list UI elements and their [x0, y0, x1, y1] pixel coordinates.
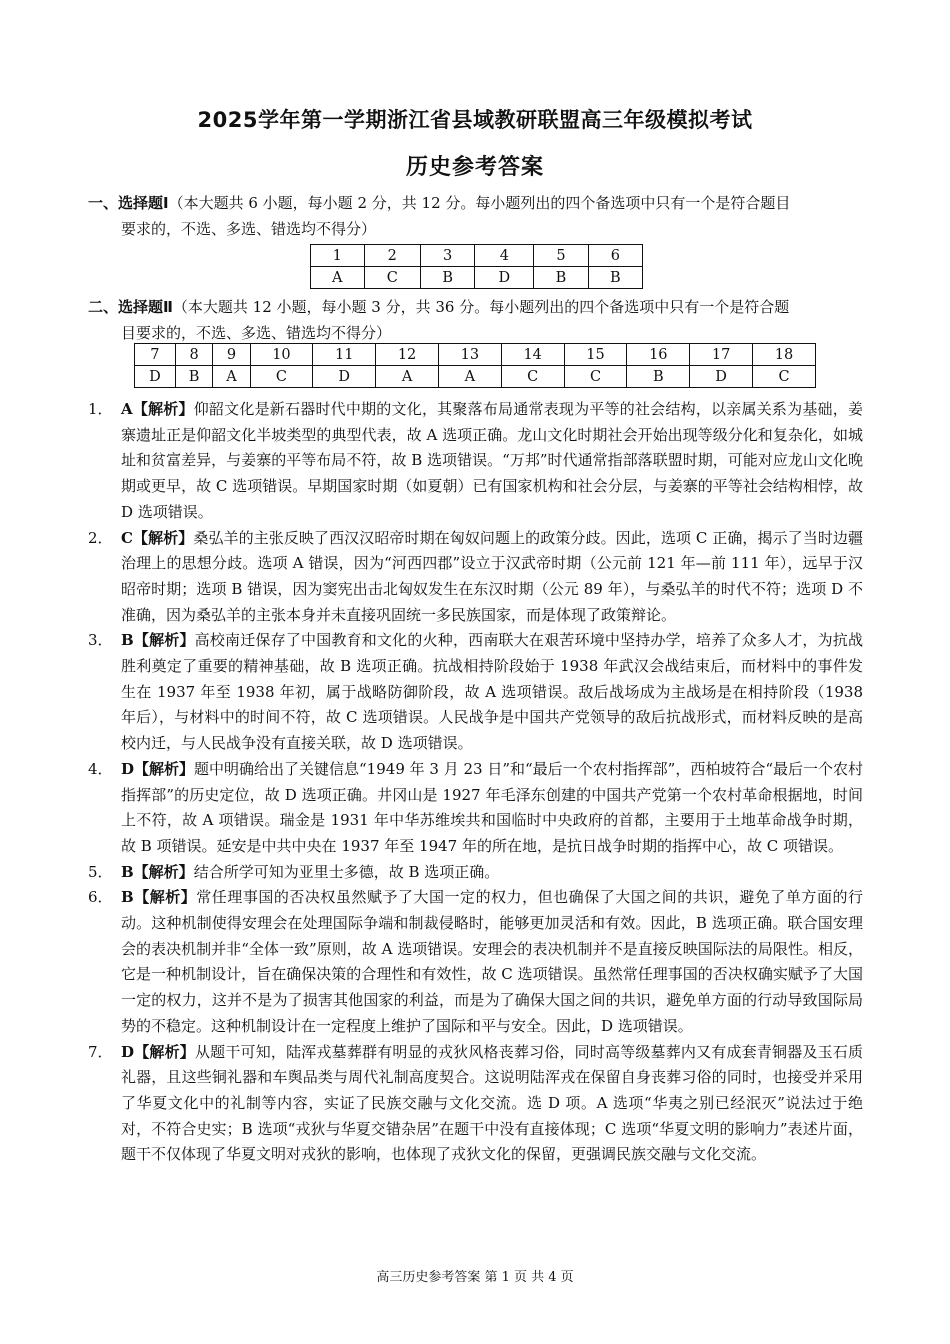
answer-cell: A: [376, 366, 439, 388]
question-number-cell: 13: [438, 344, 501, 366]
answer-cell: C: [564, 366, 627, 388]
answer-cell: C: [501, 366, 564, 388]
section-1-answer-table: [310, 244, 643, 289]
item-text: 结合所学可知为亚里士多德，故 B 选项正确。: [193, 862, 500, 881]
answer-cell: C: [364, 267, 420, 289]
answer-cell: A: [438, 366, 501, 388]
explanation-item: [88, 526, 863, 629]
explanation-item: [88, 757, 863, 860]
question-number-cell: 16: [627, 344, 690, 366]
item-number: 1．: [88, 400, 113, 418]
item-number: 4．: [88, 759, 113, 778]
question-number-cell: 2: [364, 245, 420, 267]
question-number-cell: 9: [213, 344, 250, 366]
answer-cell: B: [588, 267, 642, 289]
answer-cell: B: [627, 366, 690, 388]
question-number-cell: 7: [135, 344, 176, 366]
answer-table-number-row: [311, 245, 643, 267]
question-number-cell: 15: [564, 344, 627, 366]
question-number-cell: 4: [475, 245, 534, 267]
item-text: 仰韶文化是新石器时代中期的文化，其聚落布局通常表现为平等的社会结构，以亲属关系为基础，姜寨遗址正是仰韶文化半坡类型的典型代表，故 A 选项正确。龙山文化时期社会开始出现等级分化和复杂化，如城址和贫富差异，与姜寨的平等布局不符，故 B 选项错误。“万邦”时代通常指部落联盟时期，可能对应龙山文化晚期或更早，故 C 选项错误。早期国家时期（如夏朝）已有国家机构和社会分层，与姜寨的平等社会结构相悖，故 D 选项错误。: [121, 400, 863, 521]
answer-cell: A: [213, 366, 250, 388]
question-number-cell: 10: [250, 344, 313, 366]
question-number-cell: 11: [313, 344, 376, 366]
page-footer: 高三历史参考答案 第 1 页 共 4 页: [376, 1270, 574, 1285]
section-1-instructions: [88, 190, 868, 242]
section-1-desc-line1: （本大题共 6 小题，每小题 2 分，共 12 分。每小题列出的四个备选项中只有一个是符合题目: [168, 194, 791, 212]
answer-cell: B: [175, 366, 213, 388]
answer-cell: D: [313, 366, 376, 388]
answer-cell: B: [421, 267, 475, 289]
item-number: 2．: [88, 528, 113, 547]
question-number-cell: 12: [376, 344, 439, 366]
item-number: 6．: [88, 888, 113, 907]
section-1-heading: 一、选择题Ⅰ: [88, 194, 169, 212]
item-number: 7．: [88, 1042, 113, 1061]
item-number: 3．: [88, 631, 113, 650]
explanation-item: [88, 885, 863, 1039]
answer-cell: C: [753, 366, 816, 388]
item-text: 高校南迁保存了中国教育和文化的火种，西南联大在艰苦环境中坚持办学，培养了众多人才，为抗战胜利奠定了重要的精神基础，故 B 选项正确。抗战相持阶段始于 1938 年武汉会战结束后，而材料中的事件发生在 1937 年至 1938 年初，属于战略防御阶段，故 A 选项错误。敌后战场成为主战场是在相持阶段（1938 年后），与材料中的时间不符，故 C 选项错误。人民战争是中国共产党领导的敌后抗战形式，而材料反映的是高校内迁，与人民战争没有直接关联，故 D 选项错误。: [121, 631, 863, 753]
explanation-item: [88, 860, 863, 886]
section-2-desc-line2: 目要求的，不选、多选、错选均不得分）: [121, 324, 392, 342]
answer-table-number-row: [135, 344, 816, 366]
question-number-cell: 8: [175, 344, 213, 366]
section-2-heading: 二、选择题Ⅱ: [88, 298, 173, 316]
explanation-item: [88, 1040, 863, 1169]
question-number-cell: 6: [588, 245, 642, 267]
answer-cell: C: [250, 366, 313, 388]
item-answer-label: C【解析】: [121, 528, 194, 547]
item-answer-label: D【解析】: [121, 759, 195, 778]
section-1-desc-line2: 要求的，不选、多选、错选均不得分）: [121, 220, 377, 238]
section-2-desc-line1: （本大题共 12 小题，每小题 3 分，共 36 分。每小题列出的四个备选项中只有一个是符合题: [172, 298, 790, 316]
question-number-cell: 1: [311, 245, 365, 267]
question-number-cell: 18: [753, 344, 816, 366]
question-number-cell: 17: [690, 344, 753, 366]
item-text: 从题干可知，陆浑戎墓葬群有明显的戎狄风格丧葬习俗，同时高等级墓葬内又有成套青铜器及玉石质礼器，且这些铜礼器和车舆品类与周代礼制高度契合。这说明陆浑戎在保留自身丧葬习俗的同时，也接受并采用了华夏文化中的礼制等内容，实证了民族交融与文化交流。选 D 项。A 选项“华夷之别已经泯灭”说法过于绝对，不符合史实；B 选项“戎狄与华夏交错杂居”在题干中没有直接体现；C 选项“华夏文明的影响力”表述片面，题干不仅体现了华夏文明对戎狄的影响，也体现了戎狄文化的保留，更强调民族交融与文化交流。: [121, 1042, 863, 1164]
item-number: 5．: [88, 862, 113, 881]
item-text: 题中明确给出了关键信息“1949 年 3 月 23 日”和“最后一个农村指挥部”，西柏坡符合“最后一个农村指挥部”的历史定位，故 D 选项正确。井冈山是 1927 年毛泽东创建的中国共产党第一个农村革命根据地，时间上不符，故 A 项错误。瑞金是 1931 年中华苏维埃共和国临时中央政府的首都，主要用于土地革命战争时期，故 B 项错误。延安是中共中央在 1937 年至 1947 年的所在地，是抗日战争时期的指挥中心，故 C 项错误。: [121, 759, 864, 855]
item-text: 常任理事国的否决权虽然赋予了大国一定的权力，但也确保了大国之间的共识，避免了单方面的行动。这种机制使得安理会在处理国际争端和制裁侵略时，能够更加灵活和有效。因此，B 选项正确。联合国安理会的表决机制并非“全体一致”原则，故 A 选项错误。安理会的表决机制并不是直接反映国际法的局限性。相反，它是一种机制设计，旨在确保决策的合理性和有效性，故 C 选项错误。虽然常任理事国的否决权确实赋予了大国一定的权力，这并不是为了损害其他国家的利益，而是为了确保大国之间的共识，避免单方面的行动导致国际局势的不稳定。这种机制设计在一定程度上维护了国际和平与安全。因此，D 选项错误。: [121, 888, 863, 1035]
item-text: 桑弘羊的主张反映了西汉汉昭帝时期在匈奴问题上的政策分歧。因此，选项 C 正确，揭示了当时边疆治理上的思想分歧。选项 A 错误，因为“河西四郡”设立于汉武帝时期（公元前 121 年—前 111 年），远早于汉昭帝时期；选项 B 错误，因为窦宪出击北匈奴发生在东汉时期（公元 89 年），与桑弘羊的时代不符；选项 D 不准确，因为桑弘羊的主张本身并未直接巩固统一多民族国家，而是体现了政策辩论。: [121, 528, 863, 624]
item-answer-label: A【解析】: [121, 400, 194, 418]
explanation-item: [88, 397, 863, 526]
explanation-item: [88, 628, 863, 757]
item-answer-label: B【解析】: [121, 888, 197, 907]
question-number-cell: 14: [501, 344, 564, 366]
item-answer-label: B【解析】: [121, 862, 194, 881]
question-number-cell: 3: [421, 245, 475, 267]
answer-table-answer-row: [135, 366, 816, 388]
section-2-answer-table: [134, 343, 816, 388]
answer-cell: B: [534, 267, 588, 289]
answer-cell: D: [475, 267, 534, 289]
explanation-list: [88, 397, 863, 1168]
answer-cell: D: [135, 366, 176, 388]
page-title: 2025学年第一学期浙江省县域教研联盟高三年级模拟考试: [197, 108, 753, 132]
question-number-cell: 5: [534, 245, 588, 267]
section-2-instructions: [88, 294, 868, 346]
answer-cell: A: [311, 267, 365, 289]
page-subtitle: 历史参考答案: [405, 155, 544, 180]
answer-cell: D: [690, 366, 753, 388]
answer-table-answer-row: [311, 267, 643, 289]
item-answer-label: D【解析】: [121, 1042, 195, 1061]
item-answer-label: B【解析】: [121, 631, 195, 650]
